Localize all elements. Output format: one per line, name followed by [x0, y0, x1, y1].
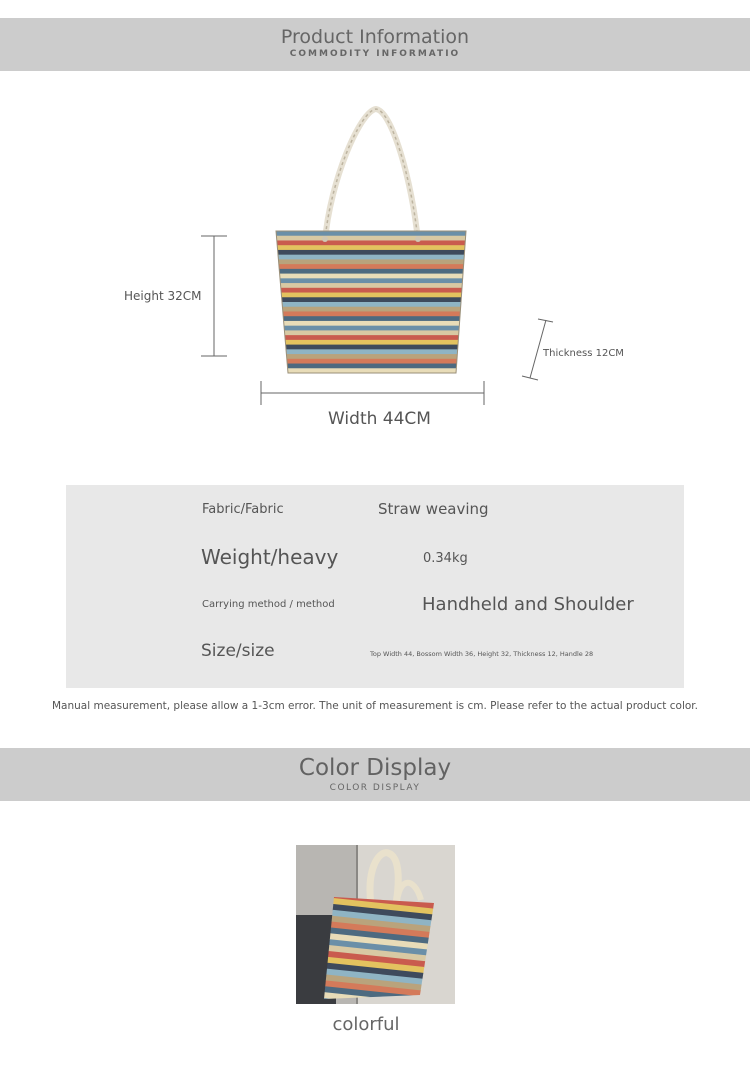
bag-dimension-diagram [0, 71, 750, 471]
weight-value: 0.34kg [423, 551, 468, 566]
stripe [270, 264, 470, 269]
carry-label: Carrying method / method [202, 599, 335, 610]
stripe [270, 330, 470, 335]
stripe [270, 250, 470, 255]
stripe [270, 293, 470, 298]
stripe [270, 311, 470, 316]
stripe [270, 236, 470, 241]
size-label: Size/size [201, 641, 275, 661]
stripe [270, 364, 470, 369]
stripe [270, 354, 470, 359]
thickness-label: Thickness 12CM [543, 348, 624, 359]
stripe [270, 231, 470, 236]
stripe [270, 340, 470, 345]
stripe [270, 278, 470, 283]
stripe [270, 335, 470, 340]
stripe [270, 283, 470, 288]
stripe [270, 359, 470, 364]
spec-table [66, 485, 684, 688]
stripe [270, 316, 470, 321]
stripe [270, 274, 470, 279]
colorful-bag-photo[interactable] [296, 845, 455, 1004]
product-info-banner [0, 18, 750, 71]
bag-body-stripes [270, 231, 470, 374]
stripe [270, 240, 470, 245]
color-display-title: Color Display [298, 755, 452, 781]
stripe [270, 302, 470, 307]
stripe [270, 297, 470, 302]
stripe [270, 259, 470, 264]
stripe [270, 307, 470, 312]
color-display-banner [0, 748, 750, 801]
stripe [270, 269, 470, 274]
carry-value: Handheld and Shoulder [422, 594, 634, 615]
stripe [270, 321, 470, 326]
product-info-title: Product Information [280, 26, 470, 48]
stripe [270, 245, 470, 250]
stripe [270, 326, 470, 331]
height-label: Height 32CM [124, 289, 202, 303]
fabric-value: Straw weaving [378, 500, 489, 518]
stripe [270, 345, 470, 350]
width-label: Width 44CM [328, 409, 431, 429]
stripe [270, 349, 470, 354]
stripe [270, 255, 470, 260]
weight-label: Weight/heavy [201, 545, 339, 569]
color-display-subtitle: COLOR DISPLAY [329, 783, 421, 793]
size-value: Top Width 44, Bossom Width 36, Height 32, Thickness 12, Handle 28 [370, 650, 594, 658]
stripe [270, 288, 470, 293]
color-option-label: colorful [332, 1014, 400, 1035]
product-info-subtitle: COMMODITY INFORMATIO [289, 49, 461, 59]
measurement-note: Manual measurement, please allow a 1-3cm error. The unit of measurement is cm. Please refer to the actual product color. [51, 700, 698, 712]
fabric-label: Fabric/Fabric [202, 502, 284, 517]
bag-photo-illustration [296, 845, 455, 1004]
